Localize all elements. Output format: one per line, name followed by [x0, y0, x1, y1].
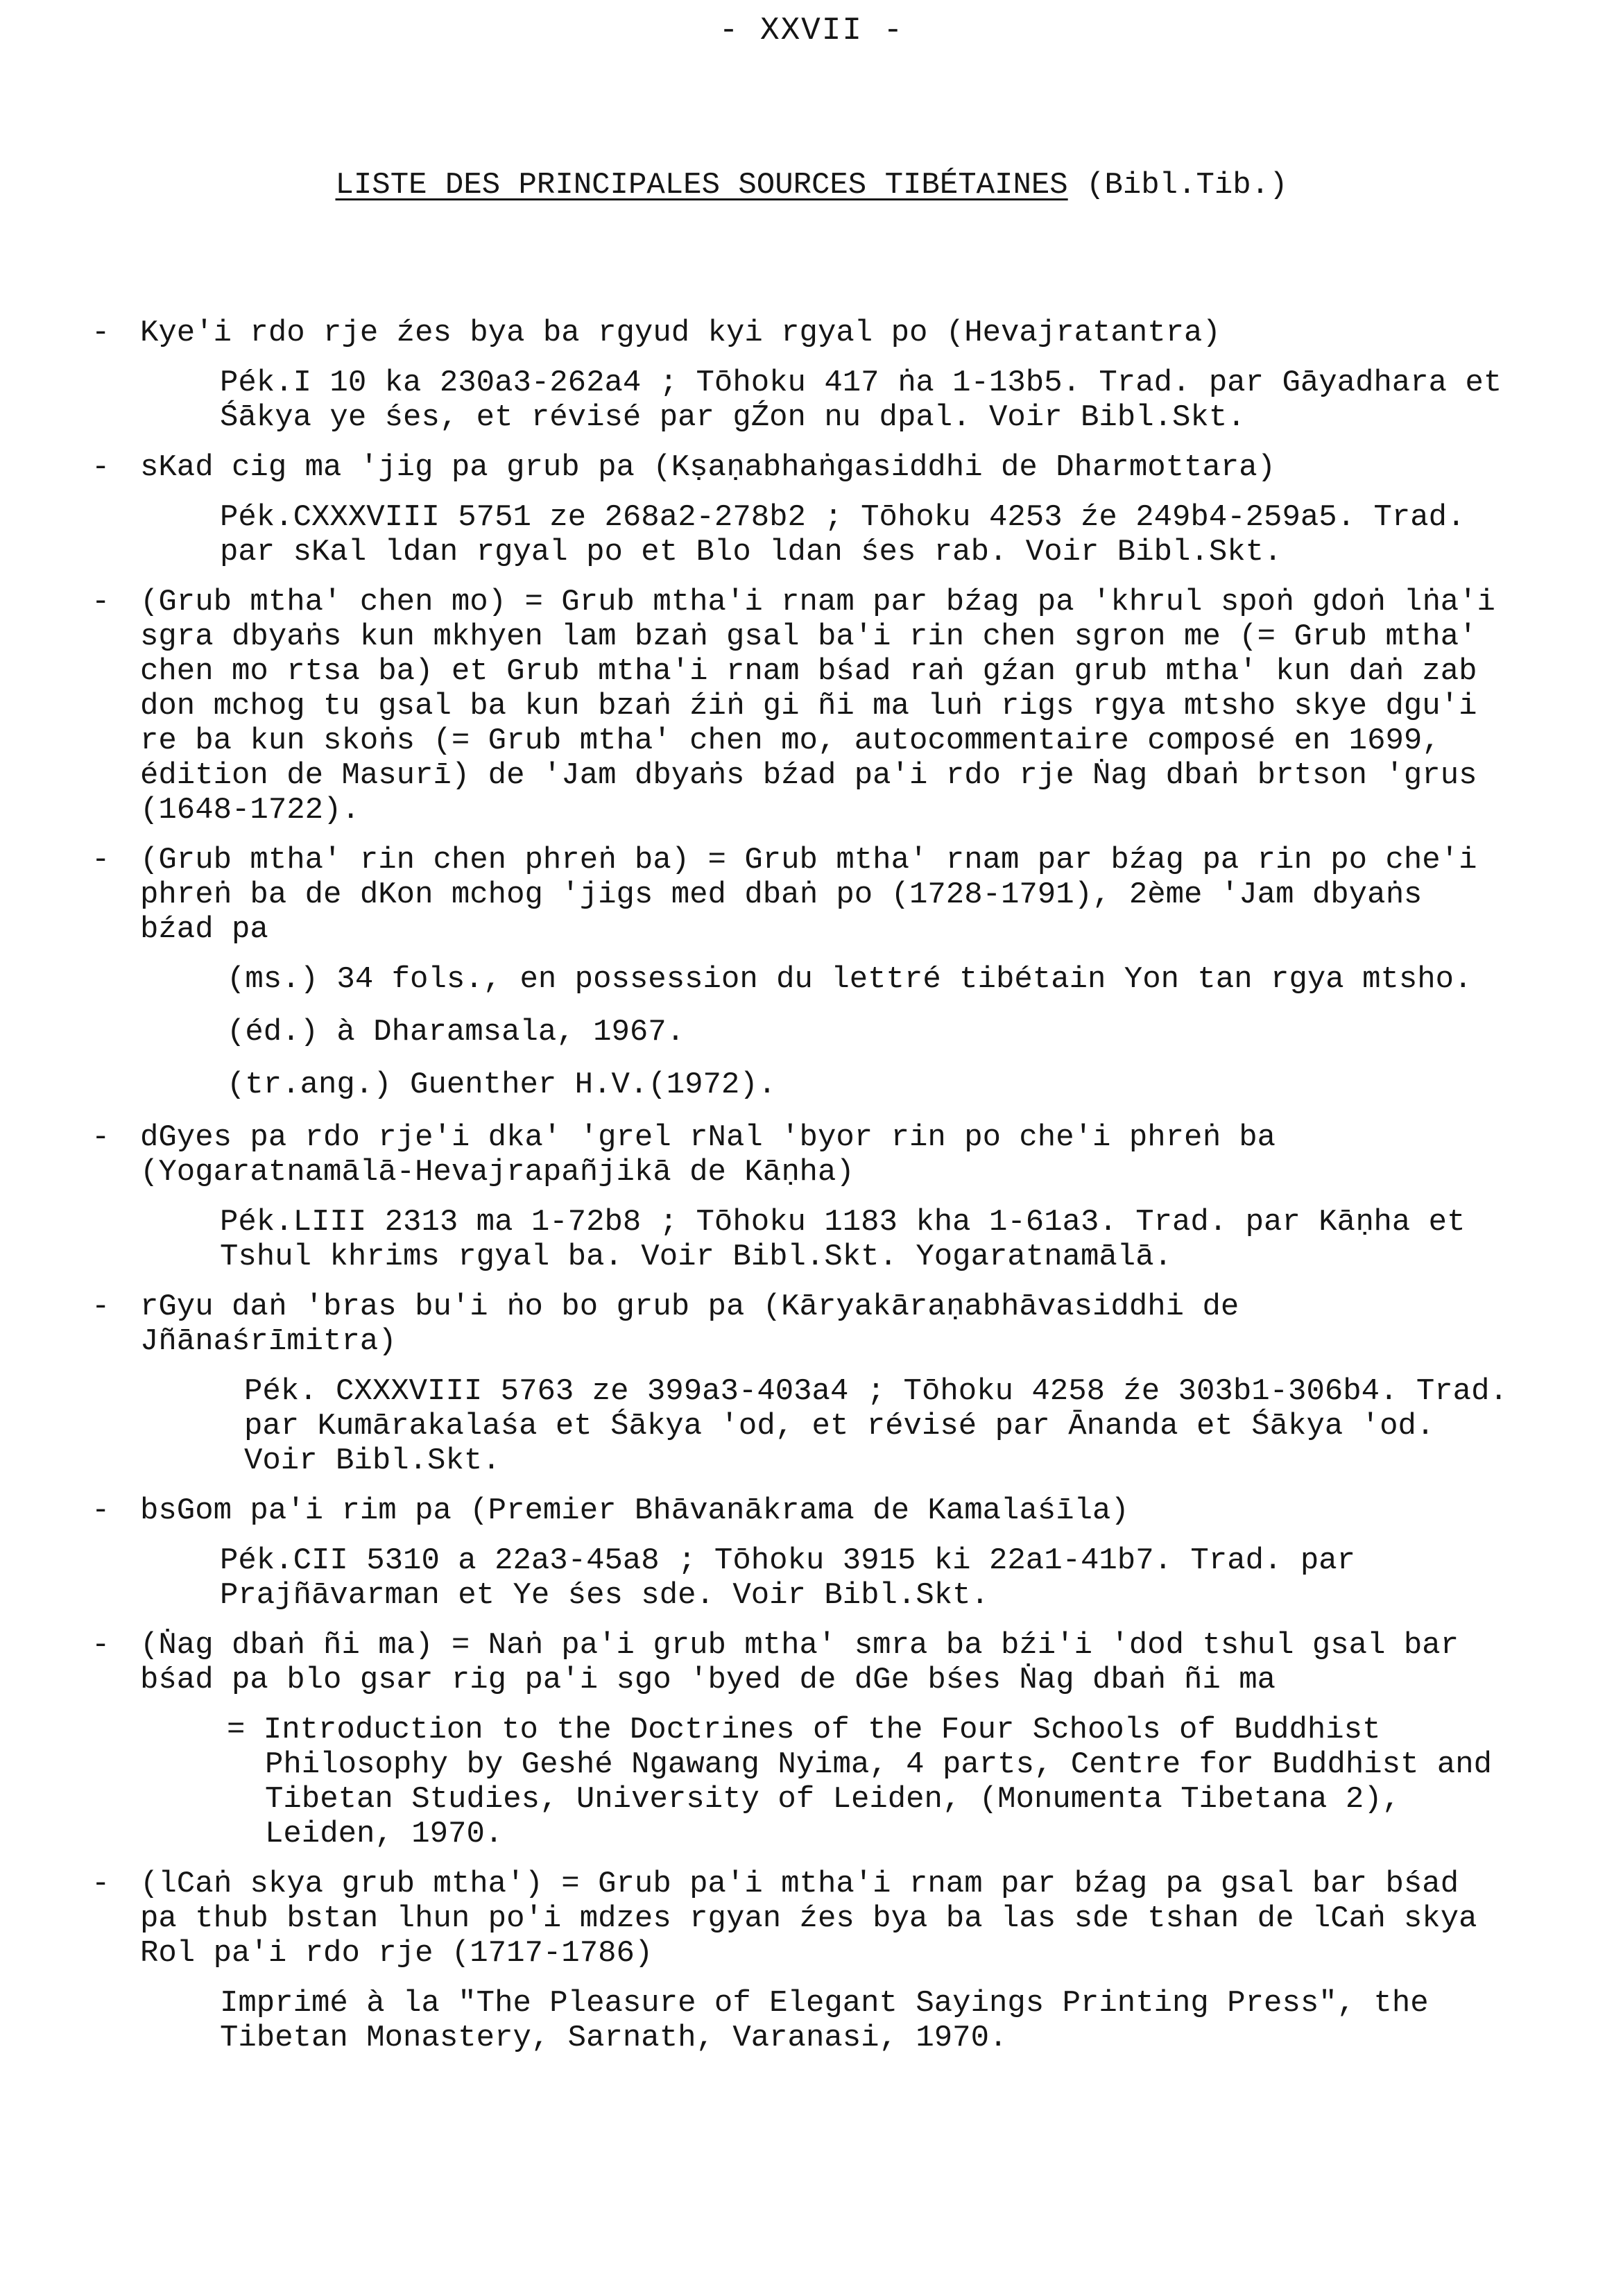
entry-equivalent: = Introduction to the Doctrines of the Four Schools of Buddhist Philosophy by Geshé Ngawang Nyima, 4 parts, Centre for Buddhist and Tibetan Studies, University of Leiden, (Monumenta Tibetana 2), Leiden, 1970. [227, 1713, 1493, 1851]
entry-title: (Ṅag dbaṅ ñi ma) = Naṅ pa'i grub mtha' smra ba bźi'i 'dod tshul gsal bar bśad pa blo gsar rig pa'i sgo 'byed de dGe bśes Ṅag dbaṅ ñi ma [140, 1628, 1459, 1697]
entry-details: Imprimé à la "The Pleasure of Elegant Sayings Printing Press", the Tibetan Monastery, Sarnath, Varanasi, 1970. [220, 1986, 1429, 2055]
entry-title: Kye'i rdo rje źes bya ba rgyud kyi rgyal po (Hevajratantra) [140, 316, 1221, 350]
entry-sub-edition: (éd.) à Dharamsala, 1967. [227, 1015, 685, 1050]
entry-details: Pék. CXXXVIII 5763 ze 399a3-403a4 ; Tōhoku 4258 źe 303b1-306b4. Trad. par Kumārakalaśa et Śākya 'od, et révisé par Ānanda et Śākya 'od. Voir Bibl.Skt. [244, 1374, 1508, 1478]
entry-title: bsGom pa'i rim pa (Premier Bhāvanākrama de Kamalaśīla) [140, 1493, 1129, 1528]
entry-title: rGyu daṅ 'bras bu'i ṅo bo grub pa (Kāryakāraṇabhāvasiddhi de Jñānaśrīmitra) [140, 1290, 1239, 1359]
entry-title: (lCaṅ skya grub mtha') = Grub pa'i mtha'i rnam par bźag pa gsal bar bśad pa thub bstan lhun po'i mdzes rgyan źes bya ba las sde tshan de lCaṅ skya Rol pa'i rdo rje (1717-1786) [140, 1867, 1477, 1971]
title-abbr: (Bibl.Tib.) [1086, 168, 1288, 203]
bibliography-entry: - (lCaṅ skya grub mtha') = Grub pa'i mtha'i rnam par bźag pa gsal bar bśad pa thub bstan lhun po'i mdzes rgyan źes bya ba las sde tshan de lCaṅ skya Rol pa'i rdo rje (1717-1786) Imprimé à la "The Pleasure of Elegant Sayings Printing Press", the Tibetan Monastery, Sarnath, Varanasi, 1970. [92, 1867, 1513, 2055]
entry-details: Pék.LIII 2313 ma 1-72b8 ; Tōhoku 1183 kha 1-61a3. Trad. par Kāṇha et Tshul khrims rgyal ba. Voir Bibl.Skt. Yogaratnamālā. [220, 1205, 1466, 1274]
bibliography-entry: - bsGom pa'i rim pa (Premier Bhāvanākrama de Kamalaśīla) Pék.CII 5310 a 22a3-45a8 ; Tōhoku 3915 ki 22a1-41b7. Trad. par Prajñāvarman et Ye śes sde. Voir Bibl.Skt. [92, 1493, 1513, 1613]
entry-title: sKad cig ma 'jig pa grub pa (Kṣaṇabhaṅgasiddhi de Dharmottara) [140, 450, 1276, 485]
entry-details: Pék.CXXXVIII 5751 ze 268a2-278b2 ; Tōhoku 4253 źe 249b4-259a5. Trad. par sKal ldan rgyal po et Blo ldan śes rab. Voir Bibl.Skt. [220, 500, 1466, 569]
page-number: - XXVII - [719, 12, 904, 49]
bibliography-list [92, 316, 1513, 2071]
entry-title: (Grub mtha' chen mo) = Grub mtha'i rnam par bźag pa 'khrul spoṅ gdoṅ lṅa'i sgra dbyaṅs kun mkhyen lam bzaṅ gsal ba'i rin chen sgron me (= Grub mtha' chen mo rtsa ba) et Grub mtha'i rnam bśad raṅ gźan grub mtha' kun daṅ zab don mchog tu gsal ba kun bzaṅ źiṅ gi ñi ma luṅ rigs rgya mtsho skye dgu'i re ba kun skoṅs (= Grub mtha' chen mo, autocommentaire composé en 1699, édition de Masurī) de 'Jam dbyaṅs bźad pa'i rdo rje Ṅag dbaṅ brtson 'grus (1648-1722). [140, 585, 1495, 828]
bibliography-entry: - dGyes pa rdo rje'i dka' 'grel rNal 'byor rin po che'i phreṅ ba (Yogaratnamālā-Hevajrapañjikā de Kāṇha) Pék.LIII 2313 ma 1-72b8 ; Tōhoku 1183 kha 1-61a3. Trad. par Kāṇha et Tshul khrims rgyal ba. Voir Bibl.Skt. Yogaratnamālā. [92, 1120, 1513, 1274]
entry-sub-manuscript: (ms.) 34 fols., en possession du lettré tibétain Yon tan rgya mtsho. [227, 962, 1472, 997]
entry-title: (Grub mtha' rin chen phreṅ ba) = Grub mtha' rnam par bźag pa rin po che'i phreṅ ba de dKon mchog 'jigs med dbaṅ po (1728-1791), 2ème 'Jam dbyaṅs bźad pa [140, 843, 1477, 947]
bibliography-entry: - rGyu daṅ 'bras bu'i ṅo bo grub pa (Kāryakāraṇabhāvasiddhi de Jñānaśrīmitra) Pék. CXXXVIII 5763 ze 399a3-403a4 ; Tōhoku 4258 źe 303b1-306b4. Trad. par Kumārakalaśa et Śākya 'od, et révisé par Ānanda et Śākya 'od. Voir Bibl.Skt. [92, 1290, 1513, 1478]
entry-sub-translation: (tr.ang.) Guenther H.V.(1972). [227, 1068, 777, 1102]
title-main: LISTE DES PRINCIPALES SOURCES TIBÉTAINES [335, 168, 1068, 203]
bibliography-entry: - (Grub mtha' chen mo) = Grub mtha'i rnam par bźag pa 'khrul spoṅ gdoṅ lṅa'i sgra dbyaṅs kun mkhyen lam bzaṅ gsal ba'i rin chen sgron me (= Grub mtha' chen mo rtsa ba) et Grub mtha'i rnam bśad raṅ gźan grub mtha' kun daṅ zab don mchog tu gsal ba kun bzaṅ źiṅ gi ñi ma luṅ rigs rgya mtsho skye dgu'i re ba kun skoṅs (= Grub mtha' chen mo, autocommentaire composé en 1699, édition de Masurī) de 'Jam dbyaṅs bźad pa'i rdo rje Ṅag dbaṅ brtson 'grus (1648-1722). [92, 585, 1513, 828]
entry-details: Pék.I 10 ka 230a3-262a4 ; Tōhoku 417 ṅa 1-13b5. Trad. par Gāyadhara et Śākya ye śes, et révisé par gŹon nu dpal. Voir Bibl.Skt. [220, 366, 1502, 435]
page-title [0, 168, 1623, 203]
bibliography-entry: - Kye'i rdo rje źes bya ba rgyud kyi rgyal po (Hevajratantra) Pék.I 10 ka 230a3-262a4 ; Tōhoku 417 ṅa 1-13b5. Trad. par Gāyadhara et Śākya ye śes, et révisé par gŹon nu dpal. Voir Bibl.Skt. [92, 316, 1513, 435]
entry-details: Pék.CII 5310 a 22a3-45a8 ; Tōhoku 3915 ki 22a1-41b7. Trad. par Prajñāvarman et Ye śes sde. Voir Bibl.Skt. [220, 1543, 1356, 1613]
bibliography-entry: - (Ṅag dbaṅ ñi ma) = Naṅ pa'i grub mtha' smra ba bźi'i 'dod tshul gsal bar bśad pa blo gsar rig pa'i sgo 'byed de dGe bśes Ṅag dbaṅ ñi ma = Introduction to the Doctrines of the Four Schools of Buddhist Philosophy by Geshé Ngawang Nyima, 4 parts, Centre for Buddhist and Tibetan Studies, University of Leiden, (Monumenta Tibetana 2), Leiden, 1970. [92, 1628, 1513, 1851]
entry-title: dGyes pa rdo rje'i dka' 'grel rNal 'byor rin po che'i phreṅ ba (Yogaratnamālā-Hevajrapañjikā de Kāṇha) [140, 1120, 1276, 1190]
bibliography-entry: - sKad cig ma 'jig pa grub pa (Kṣaṇabhaṅgasiddhi de Dharmottara) Pék.CXXXVIII 5751 ze 268a2-278b2 ; Tōhoku 4253 źe 249b4-259a5. Trad. par sKal ldan rgyal po et Blo ldan śes rab. Voir Bibl.Skt. [92, 450, 1513, 569]
bibliography-entry: - (Grub mtha' rin chen phreṅ ba) = Grub mtha' rnam par bźag pa rin po che'i phreṅ ba de dKon mchog 'jigs med dbaṅ po (1728-1791), 2ème 'Jam dbyaṅs bźad pa (ms.) 34 fols., en possession du lettré tibétain Yon tan rgya mtsho. (éd.) à Dharamsala, 1967. (tr.ang.) Guenther H.V.(1972). [92, 843, 1513, 1102]
